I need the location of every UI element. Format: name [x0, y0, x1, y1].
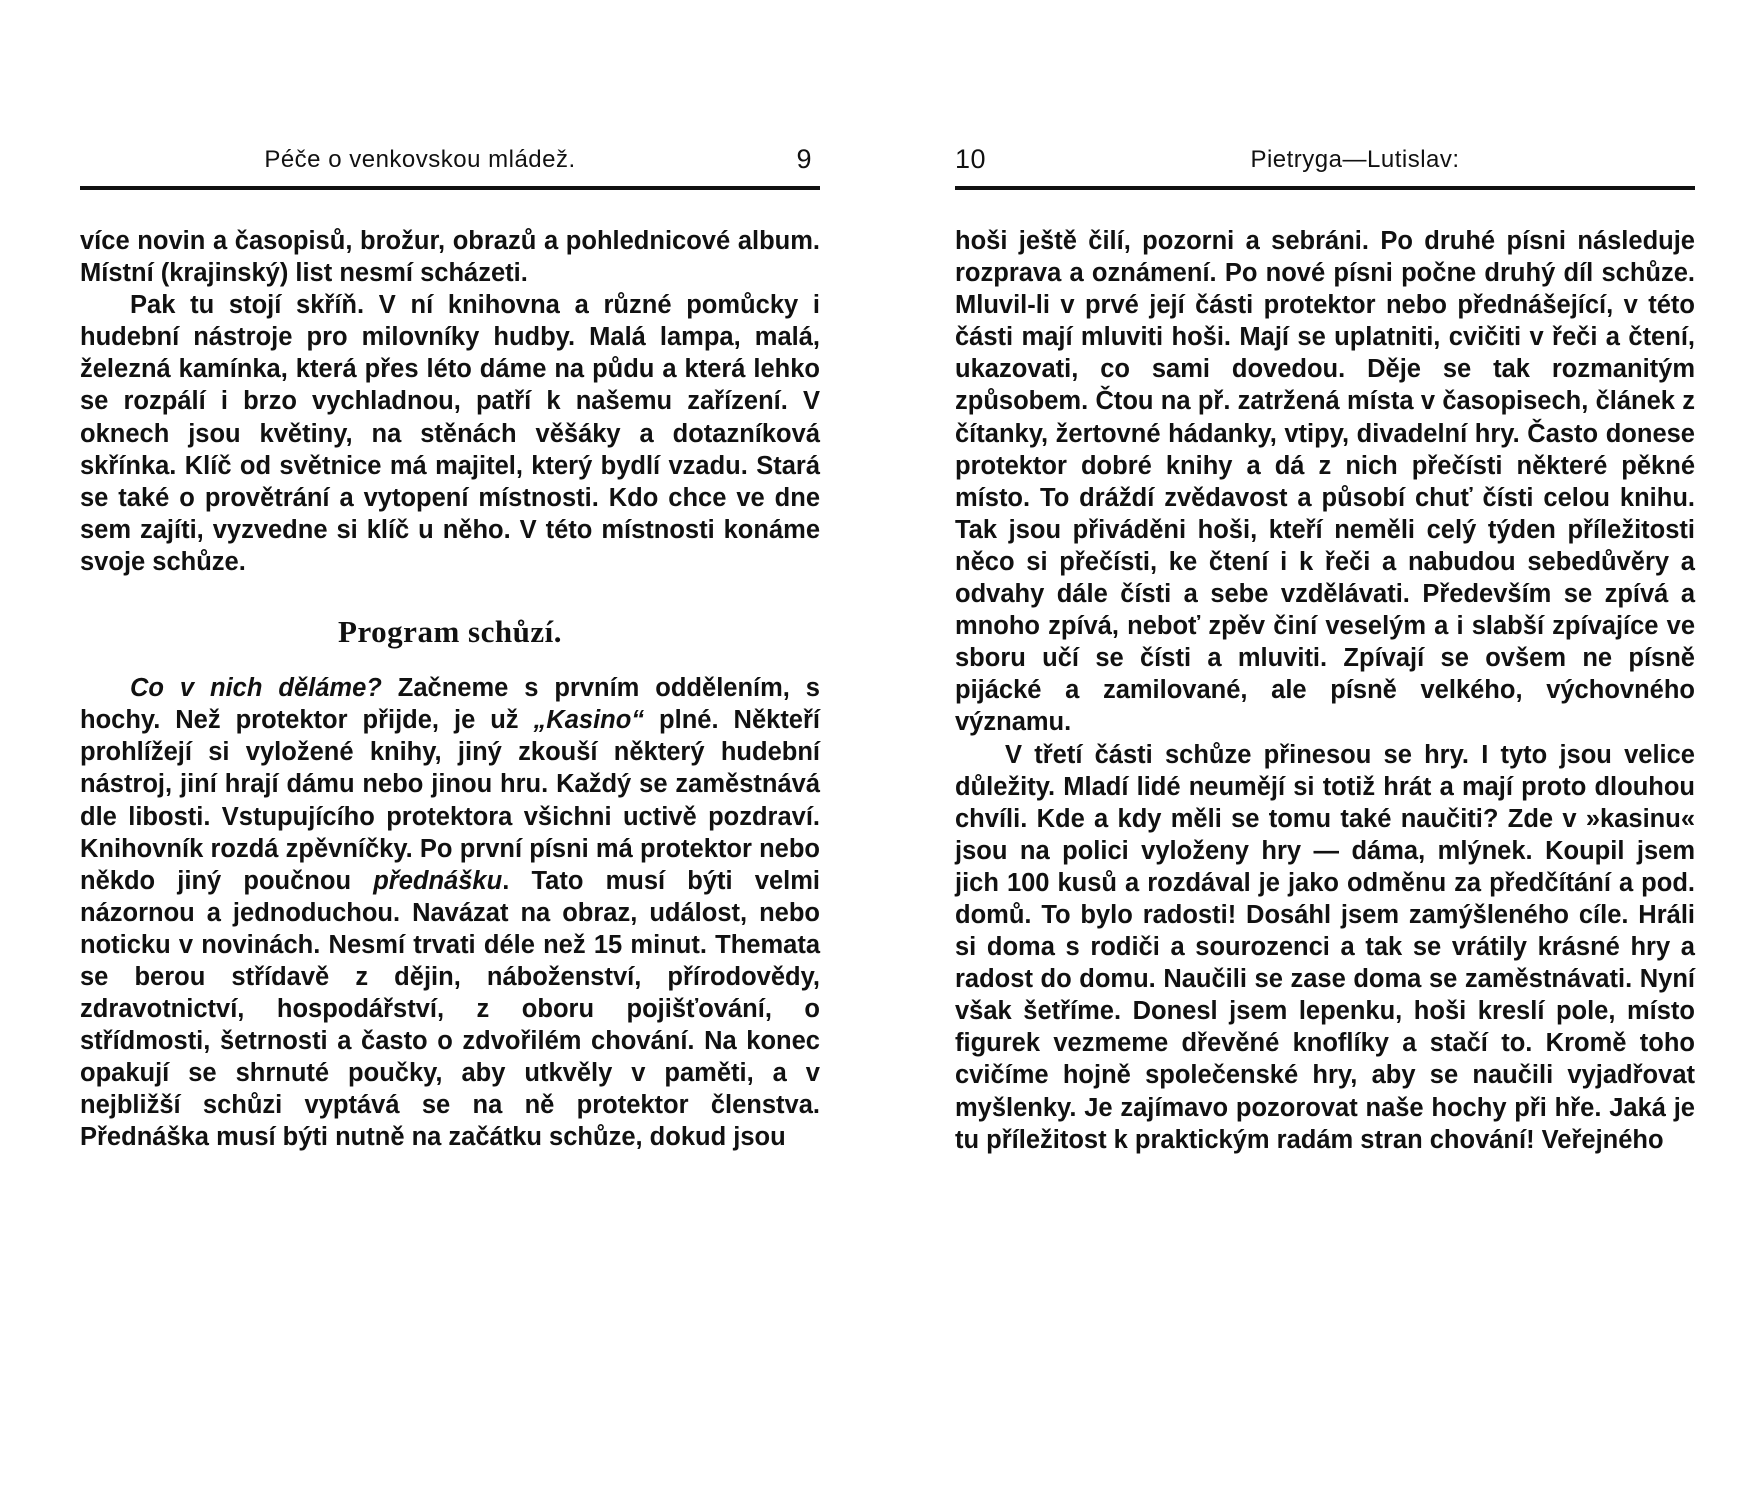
lead-question: Co v nich děláme?: [130, 674, 382, 703]
left-page-body: [80, 225, 820, 1154]
header-rule: [955, 186, 1695, 190]
emphasis: přednášku: [373, 866, 503, 895]
paragraph-text: . Tato musí býti velmi názornou a jednoduchou. Navázat na obraz, událost, nebo noticku v novinách. Nesmí trvati déle než 15 minut. Themata se berou střídavě z dějin, náboženství, přírodovědy, zdravotnictví, hospodářství, z oboru pojišťování, o střídmosti, šetrnosti a často o zdvořilém chování. Na konec opakují se shrnuté poučky, aby utkvěly v paměti, a v nejbližší schůzi vyptává se na ně protektor členstva. Přednáška musí býti nutně na začátku schůze, dokud jsou: [80, 866, 820, 1152]
right-page-body: [955, 225, 1695, 1156]
page-number: 10: [955, 144, 987, 174]
paragraph: V třetí části schůze přinesou se hry. I tyto jsou velice důležity. Mladí lidé neumějí si totiž hrát a mají proto dlouhou chvíli. Kde a kdy měli se tomu také naučiti? Zde v »kasinu« jsou na polici vyloženy hry — dáma, mlýnek. Koupil jsem jich 100 kusů a rozdával je jako odměnu za předčítání a pod. domů. To bylo radosti! Dosáhl jsem zamýšleného cíle. Hráli si doma s rodiči a sourozenci a tak se vrátily krásné hry a radost do domu. Naučili se zase doma se zaměstnávati. Nyní však šetříme. Donesl jsem lepenku, hoši kreslí pole, místo figurek vezmeme dřevěné knoflíky a stačí to. Kromě toho cvičíme hojně společenské hry, aby se naučili vyjadřovat myšlenky. Je zajímavo pozorovat naše hochy při hře. Jaká je tu příležitost k praktickým radám stran chování! Veřejného: [955, 740, 1695, 1154]
left-page-header: [80, 140, 820, 176]
section-heading: Program schůzí.: [338, 614, 562, 650]
paragraph: hoši ještě čilí, pozorni a sebráni. Po druhé písni následuje rozprava a oznámení. Po nové písni počne druhý díl schůze. Mluvil-li v prvé její části protektor nebo přednášející, v této části mají mluviti hoši. Mají se uplatniti, cvičiti v řeči a čtení, ukazovati, co sami dovedou. Děje se tak rozmanitým způsobem. Čtou na př. zatržená místa v časopisech, článek z čítanky, žertovné hádanky, vtipy, divadelní hry. Často donese protektor dobré knihy a dá z nich přečísti některé pěkné místo. To dráždí zvědavost a působí chuť čísti celou knihu. Tak jsou přiváděni hoši, kteří neměli celý týden příležitosti něco si přečísti, ke čtení i k řeči a nabudou sebedůvěry a odvahy dále čísti a sebe vzdělávati. Především se zpívá a mnoho zpívá, neboť zpěv činí veselým a i slabší zpívajíce ve sboru učí se čísti a mluviti. Zpívají se ovšem ne písně pijácké a zamilované, ale písně velkého, výchovného významu.: [955, 227, 1695, 737]
paragraph: Pak tu stojí skříň. V ní knihovna a různé pomůcky i hudební nástroje pro milovníky hudby. Malá lampa, malá, železná kamínka, která přes léto dáme na půdu a která lehko se rozpálí i brzo vychladnou, patří k našemu zařízení. V oknech jsou květiny, na stěnách věšáky a dotazníková skřínka. Klíč od světnice má majitel, který bydlí vzadu. Stará se také o provětrání a vytopení místnosti. Kdo chce ve dne sem zajíti, vyzvedne si klíč u něho. V této místnosti konáme svoje schůze.: [80, 291, 820, 576]
paragraph-text: Začneme s prvním oddělením, s hochy. Než protektor přijde, je už: [80, 674, 820, 735]
paragraph: [80, 672, 820, 1153]
paragraph-text: plné. Někteří prohlížejí si vyložené knihy, jiný zkouší některý hudební nástroj, jiní hrají dámu nebo jinou hru. Každý se zaměstnává dle libosti. Vstupujícího protektora všichni uctivě pozdraví. Knihovník rozdá zpěvníčky. Po první písni má protektor nebo někdo jiný poučnou: [80, 706, 821, 895]
emphasis: „Kasino“: [533, 706, 645, 735]
page-number: 9: [796, 144, 812, 174]
header-rule: [80, 186, 820, 190]
running-title: Pietryga—Lutislav:: [1250, 146, 1460, 173]
running-title: Péče o venkovskou mládež.: [264, 146, 576, 173]
right-page-header: [955, 140, 1695, 176]
paragraph: více novin a časopisů, brožur, obrazů a pohlednicové album. Místní (krajinský) list nesmí scházeti.: [80, 227, 820, 288]
